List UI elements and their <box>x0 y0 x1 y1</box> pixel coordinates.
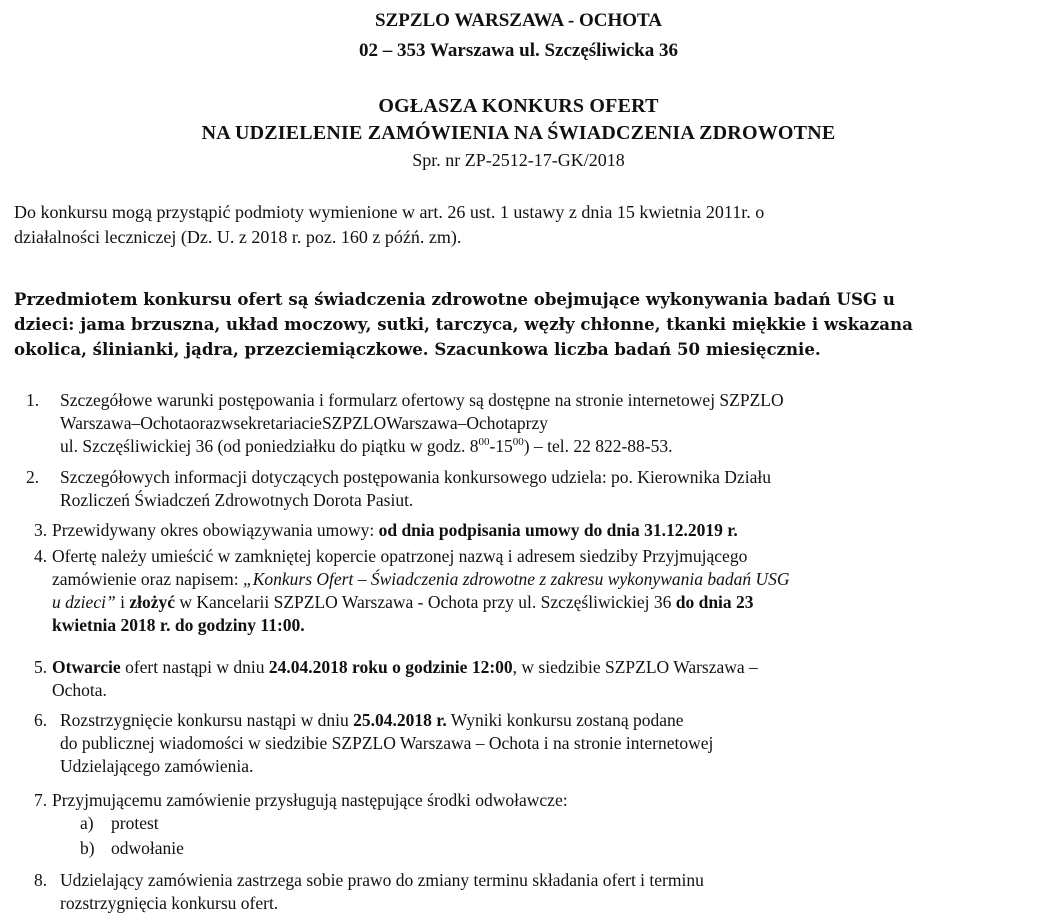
item-4-line-2: zamówienie oraz napisem: „Konkurs Ofert – Świadczenia zdrowotne z zakresu wykonywania badań USG <box>52 569 790 589</box>
subject-line-1: Przedmiotem konkursu ofert są świadczenia zdrowotne obejmujące wykonywania badań USG u <box>14 289 895 309</box>
sublist-marker: a) <box>80 813 94 833</box>
subject-paragraph <box>14 287 1022 362</box>
item-1-line-3: ul. Szczęśliwickiej 36 (od poniedziałku do piątku w godz. $8^{00}-15^{00}$) – tel. 22 822-88-53. <box>60 436 673 456</box>
item-6-line-2: do publicznej wiadomości w siedzibie SZPZLO Warszawa – Ochota i na stronie internetowej <box>60 733 714 753</box>
item-4-line-4: kwietnia 2018 r. do godziny 11:00. <box>52 615 305 635</box>
list-item-8 <box>14 869 1014 917</box>
announcement-title: OGŁASZA KONKURS OFERT <box>378 95 659 117</box>
list-item-7 <box>14 789 1014 813</box>
item-7-line-1: Przyjmującemu zamówienie przysługują następujące środki odwoławcze: <box>52 790 568 810</box>
announcement-subtitle: NA UDZIELENIE ZAMÓWIENIA NA ŚWIADCZENIA ZDROWOTNE <box>201 122 836 144</box>
item-4-line-1: Ofertę należy umieścić w zamkniętej kopercie opatrzonej nazwą i adresem siedziby Przyjmującego <box>52 546 748 566</box>
item-6-line-1: Rozstrzygnięcie konkursu nastąpi w dniu 25.04.2018 r. Wyniki konkursu zostaną podane <box>60 710 684 730</box>
item-4-line-3: u dzieci” i złożyć w Kancelarii SZPZLO Warszawa - Ochota przy ul. Szczęśliwickiej 36 do dnia 23 <box>52 592 754 612</box>
list-item-1 <box>14 389 1014 461</box>
intro-line-2: działalności leczniczej (Dz. U. z 2018 r. poz. 160 z późń. zm). <box>14 227 462 247</box>
sublist-marker: b) <box>80 838 95 858</box>
list-item-4 <box>14 545 1014 641</box>
list-number: 7. <box>34 790 48 810</box>
item-5-line-2: Ochota. <box>52 680 107 700</box>
intro-line-1: Do konkursu mogą przystąpić podmioty wymienione w art. 26 ust. 1 ustawy z dnia 15 kwietnia 2011r. o <box>14 202 765 222</box>
sublist-item-appeal: odwołanie <box>111 838 184 858</box>
list-number: 5. <box>34 657 48 677</box>
list-number: 3. <box>34 520 48 540</box>
sublist-item-protest: protest <box>111 813 159 833</box>
item-2-line-1: Szczegółowych informacji dotyczących postępowania konkursowego udziela: po. Kierownika Działu <box>60 467 771 487</box>
list-item-6 <box>14 709 1014 781</box>
item-1-line-1: Szczegółowe warunki postępowania i formularz ofertowy są dostępne na stronie internetowej SZPZLO <box>60 390 784 410</box>
item-3-line-1: Przewidywany okres obowiązywania umowy: od dnia podpisania umowy do dnia 31.12.2019 r. <box>52 520 738 540</box>
intro-paragraph <box>14 200 1022 250</box>
organization-address: 02 – 353 Warszawa ul. Szczęśliwicka 36 <box>359 40 678 61</box>
list-item-2 <box>14 466 1014 514</box>
item-8-line-1: Udzielający zamówienia zastrzega sobie prawo do zmiany terminu składania ofert i terminu <box>60 870 704 890</box>
subject-line-2: dzieci: jama brzuszna, układ moczowy, sutki, tarczyca, węzły chłonne, tkanki miękkie i wskazana <box>14 314 913 334</box>
list-number: 8. <box>34 870 48 890</box>
item-6-line-3: Udzielającego zamówienia. <box>60 756 254 776</box>
list-number: 4. <box>34 546 48 566</box>
item-1-line-2: Warszawa–OchotaorazwsekretariacieSZPZLOWarszawa–Ochotaprzy <box>60 413 548 433</box>
list-item-3 <box>14 519 1014 543</box>
subject-line-3: okolica, ślinianki, jądra, przezciemiączkowe. Szacunkowa liczba badań 50 miesięcznie. <box>14 339 821 359</box>
item-5-line-1: Otwarcie ofert nastąpi w dniu 24.04.2018 roku o godzinie 12:00, w siedzibie SZPZLO Warszawa – <box>52 657 758 677</box>
list-item-5 <box>14 656 1014 704</box>
organization-name: SZPZLO WARSZAWA - OCHOTA <box>374 10 662 31</box>
item-2-line-2: Rozliczeń Świadczeń Zdrowotnych Dorota Pasiut. <box>60 490 414 510</box>
list-number: 2. <box>26 467 40 487</box>
list-number: 6. <box>34 710 48 730</box>
list-number: 1. <box>26 390 40 410</box>
case-number: Spr. nr ZP-2512-17-GK/2018 <box>412 150 625 170</box>
item-8-line-2: rozstrzygnięcia konkursu ofert. <box>60 893 279 913</box>
